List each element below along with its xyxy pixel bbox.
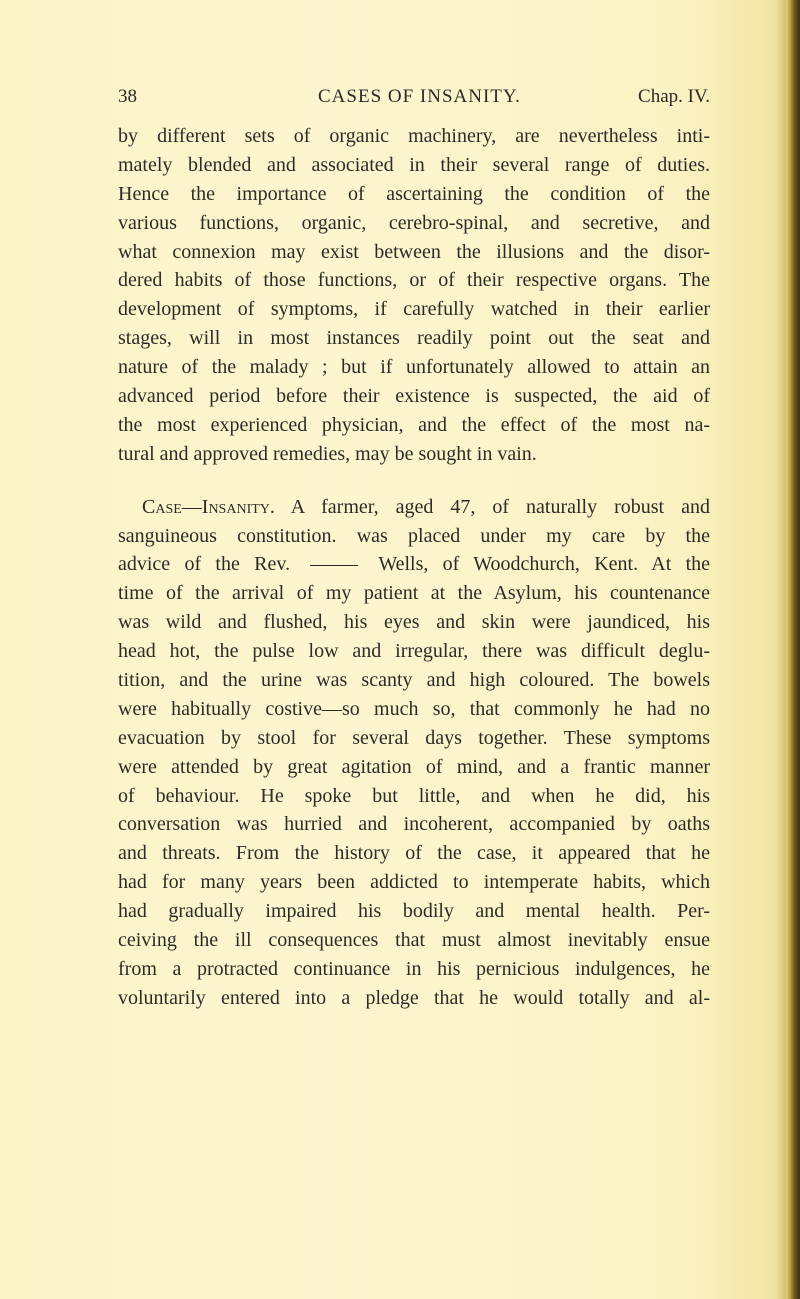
page-number: 38 (118, 86, 137, 107)
page-edge-shadow (776, 0, 786, 1299)
text-line: tural and approved remedies, may be sought in vain. (118, 442, 537, 465)
paragraph-1 (118, 122, 710, 469)
text-line: Hence the importance of ascertaining the condition of the (118, 182, 710, 205)
text-line: various functions, organic, cerebro-spinal, and secretive, and (118, 211, 710, 234)
paragraph-gap (118, 469, 710, 493)
text-segment: advice of the Rev. (118, 553, 291, 576)
page-edge (786, 0, 800, 1299)
text-line: conversation was hurried and incoherent, accompanied by oaths (118, 813, 710, 836)
text-line: ceiving the ill consequences that must almost inevitably ensue (118, 929, 710, 952)
text-line: dered habits of those functions, or of their respective organs. The (118, 269, 710, 292)
text-line: by different sets of organic machinery, are nevertheless inti- (118, 125, 710, 147)
text-line: evacuation by stool for several days together. These symptoms (118, 726, 710, 749)
chapter-reference: Chap. IV. (638, 86, 710, 107)
text-line: was wild and flushed, his eyes and skin were jaundiced, his (118, 611, 710, 634)
case-label: Case—Insanity. (142, 495, 275, 518)
text-line: head hot, the pulse low and irregular, there was difficult deglu- (118, 640, 710, 663)
text-segment: Wells, of Woodchurch, Kent. At the (378, 553, 711, 576)
text-line: the most experienced physician, and the effect of the most na- (118, 413, 710, 436)
text-line: tition, and the urine was scanty and high coloured. The bowels (118, 669, 710, 692)
text-line: were habitually costive—so much so, that commonly he had no (118, 697, 710, 720)
text-line: voluntarily entered into a pledge that he would totally and al- (118, 986, 710, 1009)
page-header (118, 86, 710, 114)
text-segment: A farmer, aged 47, of naturally robust and (290, 495, 710, 518)
name-omission-dash (310, 565, 358, 566)
text-line-with-dash (118, 550, 710, 579)
text-line: nature of the malady ; but if unfortunately allowed to attain an (118, 356, 710, 379)
running-head: CASES OF INSANITY. (318, 86, 521, 107)
text-line: mately blended and associated in their several range of duties. (118, 153, 710, 176)
text-line: sanguineous constitution. was placed under my care by the (118, 524, 710, 547)
text-line: of behaviour. He spoke but little, and when he did, his (118, 784, 710, 807)
text-line: time of the arrival of my patient at the Asylum, his countenance (118, 582, 710, 605)
case-heading-line (118, 493, 710, 522)
body-text (118, 122, 710, 1013)
text-line: stages, will in most instances readily point out the seat and (118, 327, 710, 350)
paragraph-2 (118, 493, 710, 1013)
text-line: development of symptoms, if carefully watched in their earlier (118, 298, 710, 321)
text-line: had for many years been addicted to intemperate habits, which (118, 871, 710, 894)
text-line: were attended by great agitation of mind, and a frantic manner (118, 755, 710, 778)
text-line: had gradually impaired his bodily and mental health. Per- (118, 900, 710, 923)
text-line: and threats. From the history of the case, it appeared that he (118, 842, 710, 865)
text-line: from a protracted continuance in his pernicious indulgences, he (118, 957, 710, 980)
text-line: advanced period before their existence is suspected, the aid of (118, 385, 710, 408)
text-line: what connexion may exist between the illusions and the disor- (118, 240, 710, 263)
